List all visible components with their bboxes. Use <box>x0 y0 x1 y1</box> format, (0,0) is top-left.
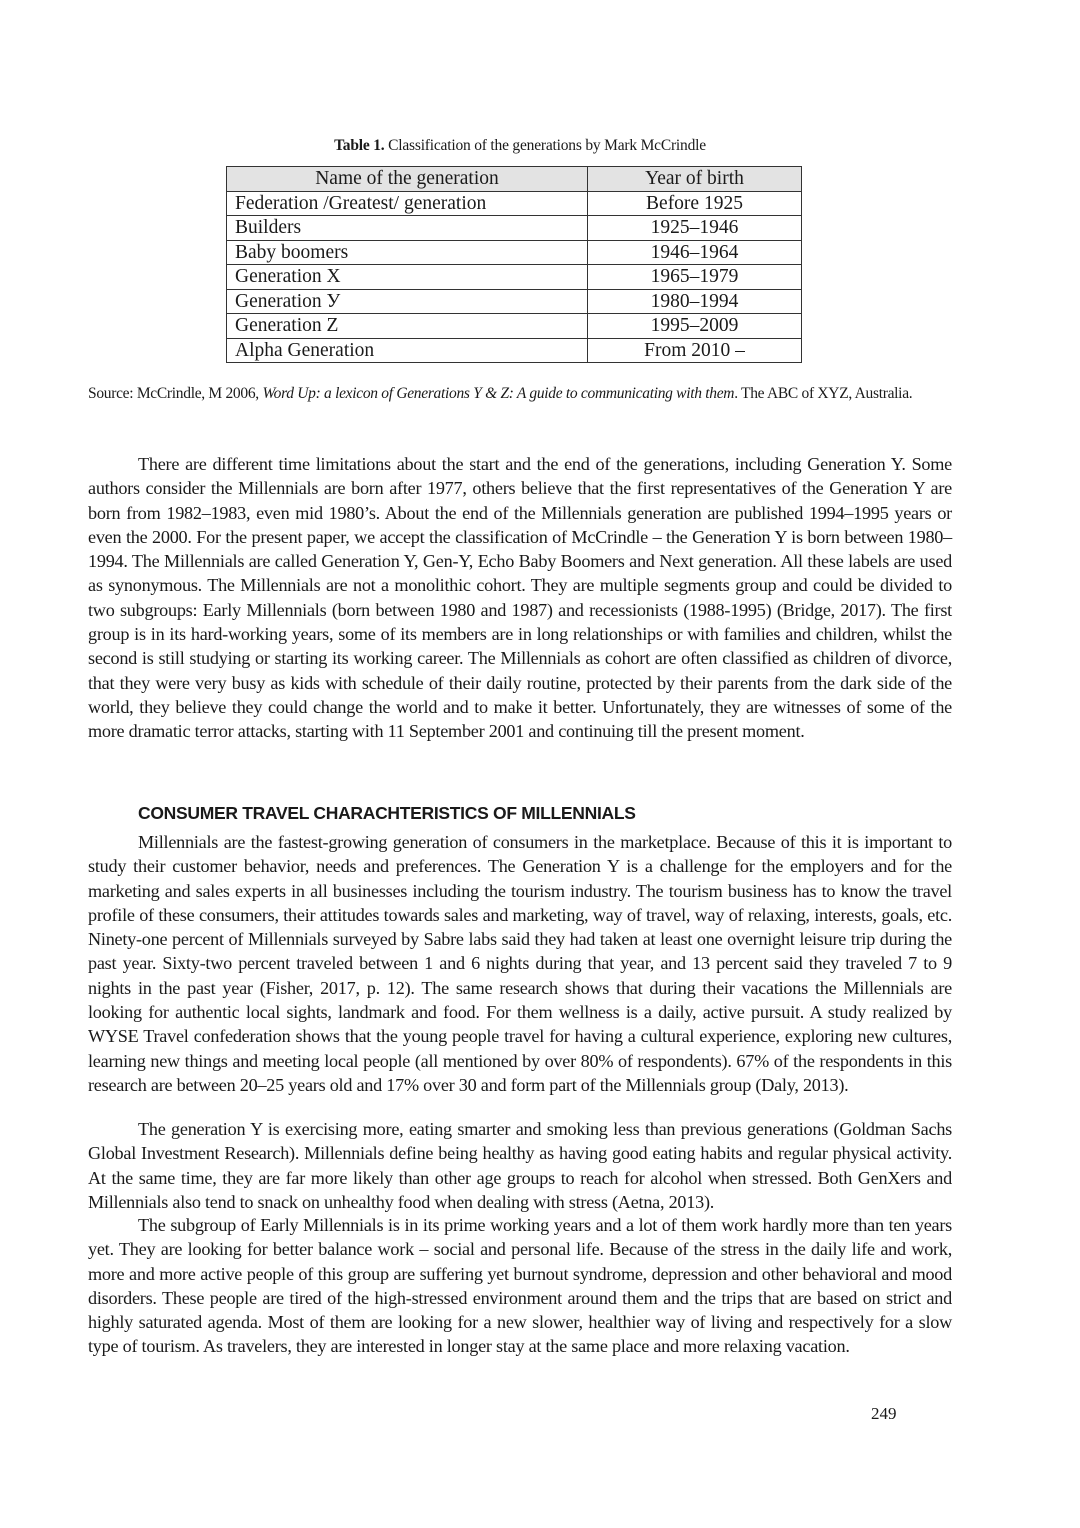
table-header-row <box>227 167 802 192</box>
generation-name: Generation Z <box>227 314 588 339</box>
body-paragraph-early-millennials: The subgroup of Early Millennials is in its prime working years and a lot of them work hardly more than ten years yet. They are looking for better balance work – social and personal life. Because of the stress in the daily life and work, more and more active people of this group are suffering yet burnout syndrome, depression and other behavioral and mood disorders. These people are tired of the high-stressed environment around them and the trips that are based on strict and highly saturated agenda. Most of them are looking for a new slower, healthier way of living and respectively for a slow type of tourism. As travelers, they are interested in longer stay at the same place and more relaxing vacation. <box>88 1215 952 1357</box>
year-of-birth: 1946–1964 <box>588 240 802 265</box>
table-row <box>227 314 802 339</box>
table-caption-text: Classification of the generations by Mark McCrindle <box>384 137 706 154</box>
table-row <box>227 216 802 241</box>
generation-name: Generation X <box>227 265 588 290</box>
table-row <box>227 289 802 314</box>
table-row <box>227 191 802 216</box>
source-suffix: . The ABC of XYZ, Australia. <box>734 385 913 402</box>
body-paragraph-generations: There are different time limitations about the start and the end of the generations, including Generation Y. Some authors consider the Millennials are born after 1977, others believe that the first representatives of the Generation Y are born from 1982–1983, even mid 1980’s. About the end of the Millennials generation are published 1994–1995 years or even the 2000. For the present paper, we accept the classification of McCrindle – the Generation Y is born between 1980–1994. The Millennials are called Generation Y, Gen-Y, Echo Baby Boomers and Next generation. All these labels are used as synonymous. The Millennials are not a monolithic cohort. They are multiple segments group and could be divided to two subgroups: Early Millennials (born between 1980 and 1987) and recessionists (1988-1995) (Bridge, 2017). The first group is in its hard-working years, some of its members are in long relationships or with families and children, whilst the second is still studying or starting its working career. The Millennials as cohort are often classified as children of divorce, that they were very busy as kids with schedule of their daily routine, protected by their parents from the dark side of the world, they believe they could change the world and to make it better. Unfortunately, they are witnesses of some of the more dramatic terror attacks, starting with 11 September 2001 and continuing till the present moment. <box>88 454 952 742</box>
source-title: Word Up: a lexicon of Generations Y & Z: A guide to communicating with them <box>262 385 735 402</box>
year-of-birth: 1995–2009 <box>588 314 802 339</box>
generation-name: Generation У <box>227 289 588 314</box>
generation-name: Baby boomers <box>227 240 588 265</box>
year-of-birth: 1925–1946 <box>588 216 802 241</box>
generations-table <box>226 166 802 363</box>
section-heading: CONSUMER TRAVEL CHARACHTERISTICS OF MILLENNIALS <box>138 803 636 823</box>
year-of-birth: 1965–1979 <box>588 265 802 290</box>
year-of-birth: 1980–1994 <box>588 289 802 314</box>
page-number: 249 <box>871 1404 897 1423</box>
table-caption-label: Table 1. <box>334 137 385 154</box>
generation-name: Builders <box>227 216 588 241</box>
header-generation-name: Name of the generation <box>227 167 588 192</box>
body-paragraph-health: The generation Y is exercising more, eating smarter and smoking less than previous generations (Goldman Sachs Global Investment Research). Millennials define being healthy as having good eating habits and regular physical activity. At the same time, they are far more likely than other age groups to reach for alcohol when stressed. Both GenXers and Millennials also tend to snack on unhealthy food when dealing with stress (Aetna, 2013). <box>88 1119 952 1212</box>
source-prefix: Source: McCrindle, M 2006, <box>88 385 263 402</box>
table-caption <box>88 137 952 155</box>
table-row <box>227 240 802 265</box>
table-row <box>227 265 802 290</box>
generation-name: Alpha Generation <box>227 338 588 363</box>
body-paragraph-consumer-travel: Millennials are the fastest-growing generation of consumers in the marketplace. Because of this it is important to study their customer behavior, needs and preferences. The Generation Y is a challenge for the employers and for the marketing and sales experts in all businesses including the tourism industry. The tourism business has to know the travel profile of these consumers, their attitudes towards sales and marketing, way of travel, way of relaxing, interests, goals, etc. Ninety-one percent of Millennials surveyed by Sabre labs said they had taken at least one overnight leisure trip during the past year. Sixty-two percent traveled between 1 and 6 nights during that year, and 13 percent said they traveled 7 to 9 nights in the past year (Fisher, 2017, p. 12). The same research shows that during their vacations the Millennials are looking for authentic local sights, landmark and food. For them wellness is a daily, active pursuit. A study realized by WYSE Travel confederation shows that the young people travel for having a cultural experience, exploring new cultures, learning new things and meeting local people (all mentioned by over 80% of respondents). 67% of the respondents in this research are between 20–25 years old and 17% over 30 and form part of the Millennials group (Daly, 2013). <box>88 832 952 1095</box>
year-of-birth: Before 1925 <box>588 191 802 216</box>
header-year-of-birth: Year of birth <box>588 167 802 192</box>
generation-name: Federation /Greatest/ generation <box>227 191 588 216</box>
table-source-note <box>88 383 952 404</box>
year-of-birth: From 2010 – <box>588 338 802 363</box>
table-row <box>227 338 802 363</box>
